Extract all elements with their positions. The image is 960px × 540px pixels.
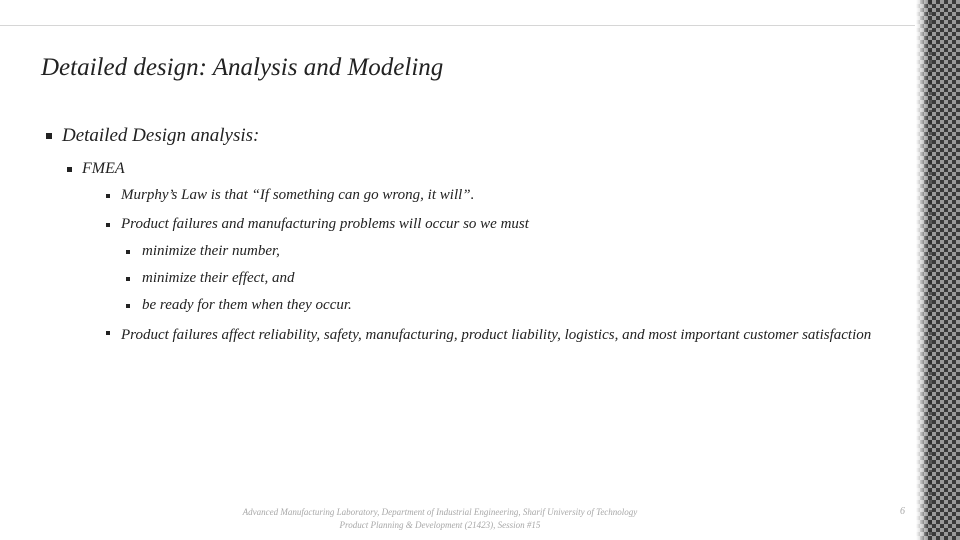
bullet-murphys-law	[106, 187, 474, 204]
bullet-product-failures-occur	[106, 216, 529, 233]
footer-line-affiliation: Advanced Manufacturing Laboratory, Department of Industrial Engineering, Sharif University of Technology	[242, 507, 638, 517]
bullet-text: FMEA	[82, 160, 125, 177]
decorative-dashed-line	[929, 0, 932, 540]
bullet-be-ready	[126, 297, 352, 314]
bullet-text: Product failures affect reliability, safety, manufacturing, product liability, logistics, and most important customer satisfaction	[121, 327, 872, 343]
square-bullet-icon	[126, 277, 130, 281]
bullet-failures-affect	[106, 324, 906, 346]
square-bullet-icon	[67, 167, 72, 172]
top-divider	[0, 25, 915, 26]
bullet-text: minimize their effect, and	[142, 270, 295, 286]
page-number: 6	[900, 506, 905, 517]
bullet-fmea	[67, 160, 125, 178]
square-bullet-icon	[106, 331, 110, 335]
bullet-text: Product failures and manufacturing problems will occur so we must	[121, 216, 529, 232]
square-bullet-icon	[126, 304, 130, 308]
bullet-text: minimize their number,	[142, 243, 280, 259]
slide-footer	[160, 506, 720, 532]
bullet-minimize-effect	[126, 270, 294, 287]
square-bullet-icon	[46, 133, 52, 139]
bullet-minimize-number	[126, 243, 280, 260]
square-bullet-icon	[126, 250, 130, 254]
slide-title: Detailed design: Analysis and Modeling	[41, 54, 444, 81]
footer-line-course: Product Planning & Development (21423), Session #15	[339, 520, 541, 530]
bullet-text: be ready for them when they occur.	[142, 297, 352, 313]
bullet-text: Murphy’s Law is that “If something can go wrong, it will”.	[121, 187, 475, 203]
decorative-border-fade	[916, 0, 928, 540]
square-bullet-icon	[106, 223, 110, 227]
bullet-text: Detailed Design analysis:	[62, 125, 260, 146]
square-bullet-icon	[106, 194, 110, 198]
bullet-detailed-design-analysis	[46, 125, 259, 147]
